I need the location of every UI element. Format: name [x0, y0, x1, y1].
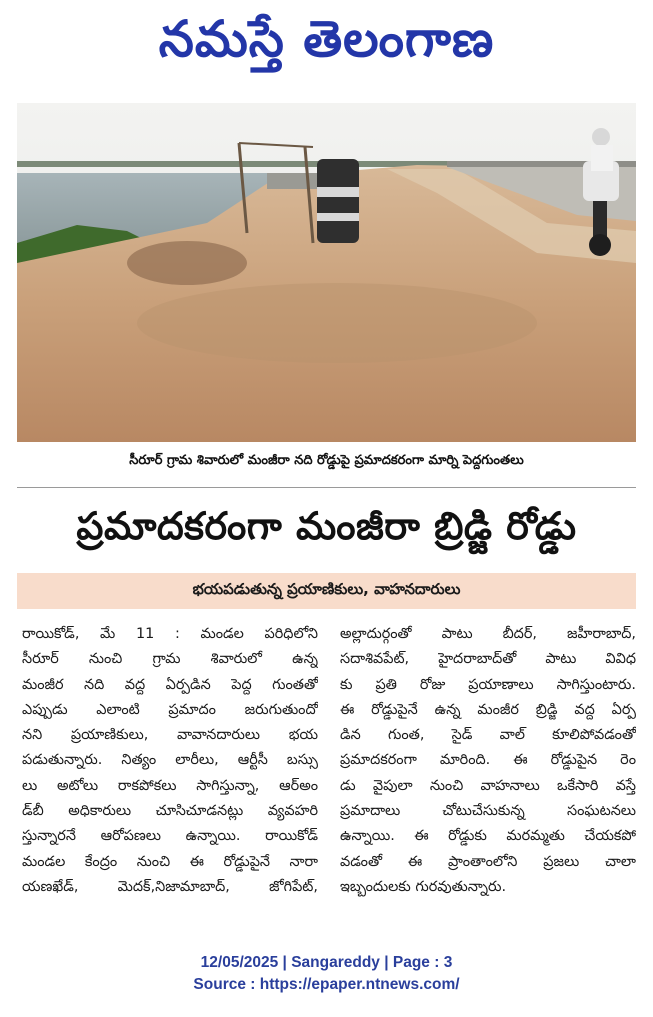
photo-caption: సీరూర్ గ్రామ శివారులో మంజీరా నది రోడ్డుపై ప్రమాదకరంగా మార్ని పెద్దగుంతలు	[129, 453, 524, 468]
article-line: స్తున్నారనే ఆరోపణలు ఉన్నాయి. రాయికోడ్	[22, 828, 318, 845]
footer-date-edition: 12/05/2025 | Sangareddy | Page : 3	[200, 954, 453, 971]
article-line: ప్రమాదాలు చోటుచేసుకున్న సంఘటనలు	[340, 803, 636, 820]
subheadline: భయపడుతున్న ప్రయాణికులు, వాహనదారులు	[17, 573, 636, 609]
article-line: అల్లాదుర్గంతో పాటు బీదర్, జహీరాబాద్,	[340, 626, 636, 642]
article-line: ప్రమాదకరంగా మారింది. ఈ రోడ్డుపైన రెం	[340, 752, 636, 769]
article-line: డ్‌బీ అధికారులు చూసిచూడనట్లు వ్యవహరి	[22, 803, 318, 820]
article-line: డిన గుంత, సైడ్ వాల్ కూలిపోవడంతో	[340, 727, 636, 744]
masthead-logo: నమస్తే తెలంగాణ	[158, 10, 495, 68]
article-line: పడుతున్నారు. నిత్యం లారీలు, ఆర్టీసీ బస్సు	[22, 752, 318, 769]
article-line: రాయికోడ్, మే 11 : మండల పరిధిలోని	[22, 626, 318, 642]
article-line: ఎప్పుడు ఎలాంటి ప్రమాదం జరుగుతుందో	[22, 701, 318, 718]
masthead	[0, 8, 653, 70]
article-column-right	[340, 622, 636, 900]
article-line: మండల కేంద్రం నుంచి ఈ రోడ్డుపైనే నారా	[22, 853, 318, 870]
article-line: సీరూర్ నుంచి గ్రామ శివారులో ఉన్న	[22, 651, 318, 668]
article-line: యణఖేడ్, మెదక్,నిజామాబాద్, జోగిపేట్,	[22, 878, 318, 895]
footer-source-link[interactable]: Source : https://epaper.ntnews.com/	[193, 976, 460, 993]
news-photo	[17, 103, 636, 442]
article-line: లు అటోలు రాకపోకలు సాగిస్తున్నా, ఆర్అం	[22, 777, 318, 794]
footer	[0, 952, 653, 996]
article-line: కు ప్రతి రోజు ప్రయాణాలు సాగిస్తుంటారు.	[340, 676, 636, 693]
article-line: నని ప్రయాణికులు, వావానదారులు భయ	[22, 727, 318, 744]
article-line: డు వైపులా నుంచి వాహనాలు ఒకేసారి వస్తే	[340, 777, 636, 794]
article-line: ఇబ్బందులకు గురవుతున్నారు.	[340, 878, 507, 895]
article-line: వడంతో ఈ ప్రాంతాంలోని ప్రజలు చాలా	[340, 853, 636, 870]
article-line: ఈ రోడ్డుపైనే ఉన్న మంజీర బ్రిడ్జి వద్ద ఏర్ప	[340, 701, 636, 718]
divider	[17, 487, 636, 488]
article-line: సదాశివపేట్, హైదరాబాద్‌తో పాటు వివిధ	[340, 651, 636, 668]
article-column-left	[22, 622, 318, 900]
headline: ప్రమాదకరంగా మంజీరా బ్రిడ్జి రోడ్డు	[76, 504, 577, 548]
article-line: ఉన్నాయి. ఈ రోడ్డుకు మరమ్మతు చేయకపో	[340, 828, 636, 845]
article-line: మంజీర నది వద్ద ఏర్పడిన పెద్ద గుంతతో	[22, 676, 318, 693]
